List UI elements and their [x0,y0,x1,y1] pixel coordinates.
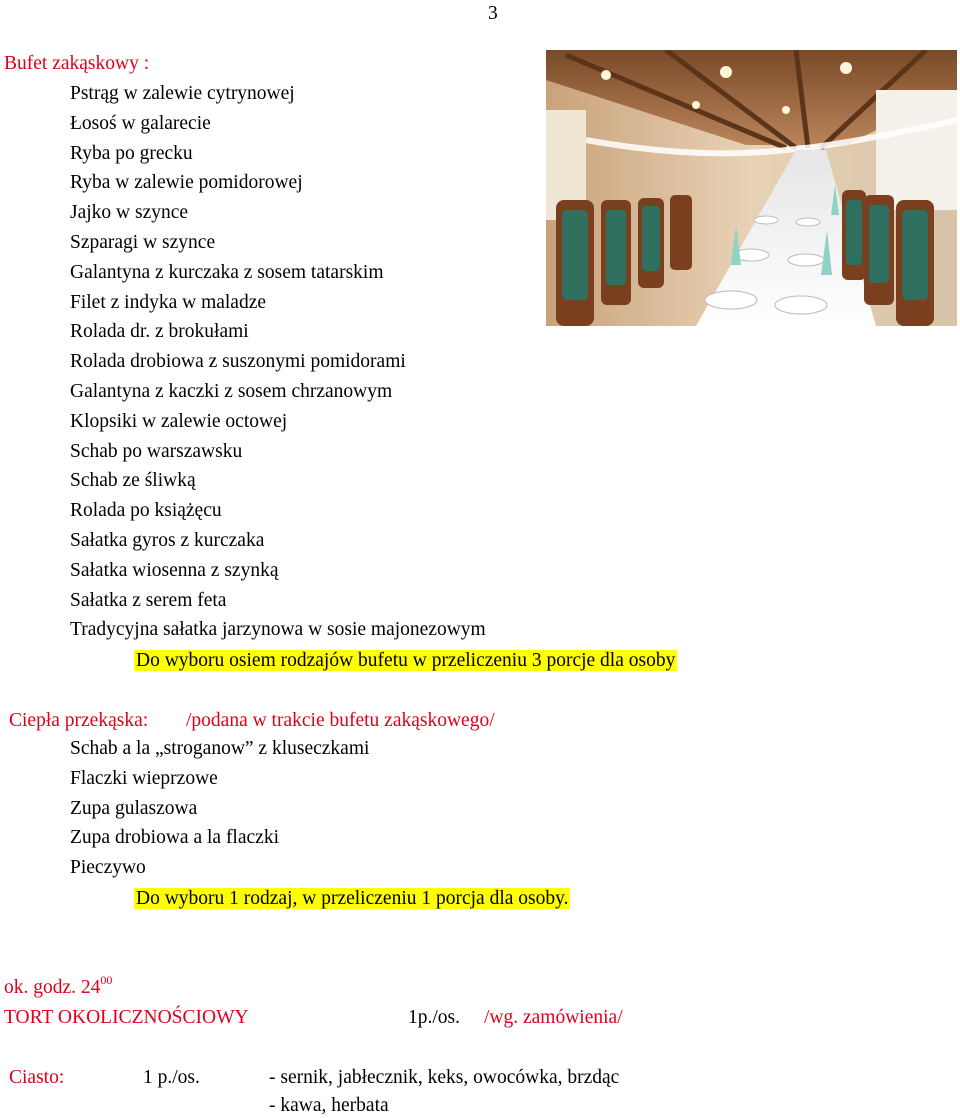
cake-time-label: ok. godz. 24 [4,977,101,998]
buffet-note [134,649,677,673]
hot-subtitle: /podana w trakcie bufetu zakąskowego/ [186,710,495,731]
cake-time [4,973,113,1000]
buffet-item: Rolada po książęcu [70,500,222,522]
cake-time-sup: 00 [100,973,113,987]
pastry-portion: 1 p./os. [143,1067,200,1088]
buffet-item: Sałatka gyros z kurczaka [70,530,265,551]
buffet-item: Klopsiki w zalewie octowej [70,410,288,432]
banquet-hall-illustration [546,50,957,326]
buffet-item: Schab po warszawsku [70,440,243,462]
buffet-item: Sałatka wiosenna z szynką [70,559,279,581]
pastry-line1: - sernik, jabłecznik, keks, owocówka, brzdąc [269,1067,620,1088]
hot-note-text: Do wyboru 1 rodzaj, w przeliczeniu 1 porcja dla osoby. [136,888,569,909]
page-number: 3 [488,3,498,24]
cake-title: TORT OKOLICZNOŚCIOWY [4,1007,249,1028]
buffet-item: Rolada dr. z brokułami [70,321,249,343]
buffet-item: Galantyna z kurczaka z sosem tatarskim [70,261,384,283]
buffet-item: Rolada drobiowa z suszonymi pomidorami [70,351,406,373]
buffet-item: Ryba po grecku [70,142,193,164]
hot-title: Ciepła przekąska: [9,710,149,731]
buffet-item: Szparagi w szynce [70,232,216,253]
hot-item: Pieczywo [70,857,146,879]
buffet-item: Łosoś w galarecie [70,112,211,134]
hot-item: Zupa gulaszowa [70,797,198,819]
buffet-item: Tradycyjna sałatka jarzynowa w sosie majonezowym [70,619,486,641]
buffet-item: Pstrąg w zalewie cytrynowej [70,83,295,104]
pastry-line2: - kawa, herbata [269,1095,389,1116]
buffet-item: Filet z indyka w maladze [70,291,267,313]
hot-item: Flaczki wieprzowe [70,767,218,789]
hot-item: Zupa drobiowa a la flaczki [70,827,279,849]
hot-note [134,887,570,911]
cake-order-note: /wg. zamówienia/ [484,1007,623,1028]
buffet-item: Schab ze śliwką [70,470,196,492]
banquet-hall-photo [546,50,957,326]
cake-portion: 1p./os. [408,1007,461,1028]
buffet-item: Galantyna z kaczki z sosem chrzanowym [70,381,393,402]
hot-item: Schab a la „stroganow” z kluseczkami [70,738,370,759]
buffet-item: Ryba w zalewie pomidorowej [70,172,303,194]
buffet-note-text: Do wyboru osiem rodzajów bufetu w przeliczeniu 3 porcje dla osoby [136,650,676,671]
buffet-title: Bufet zakąskowy : [4,53,150,74]
buffet-item: Jajko w szynce [70,202,189,224]
pastry-label: Ciasto: [9,1067,65,1088]
buffet-item: Sałatka z serem feta [70,589,227,611]
